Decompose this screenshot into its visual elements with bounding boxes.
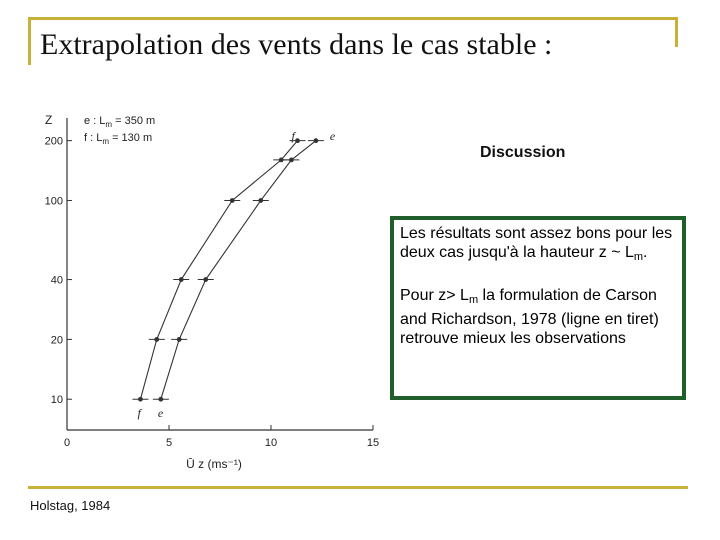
legend-entry-e: e : $L_m = 350$ m [84,115,156,129]
x-tick-label-5: 5 [165,437,173,449]
data-point-e-1 [177,337,182,342]
series-label-bottom-f: f [137,406,141,421]
data-point-e-4 [289,158,294,163]
y-tick-label-20: 20 [50,334,63,347]
accent-bar-bottom [28,486,688,489]
data-point-e-5 [313,138,318,143]
data-point-f-5 [295,138,300,143]
series-label-top-f: f [291,129,295,143]
legend-entry-f: f : $L_m = 130$ m [84,132,153,146]
source-credit: Holstag, 1984 [30,498,111,513]
wind-profile-chart [20,90,390,485]
series-label-bottom-e: e [157,406,164,421]
x-tick-label-15: 15 [366,437,380,449]
accent-bar-left [28,17,31,65]
series-label-top-e: e [329,129,336,143]
chart-legend [84,115,155,146]
discussion-paragraph-1: Les résultats sont assez bons pour les deux cas jusqu'à la hauteur z ~ $L_m$. [400,225,673,263]
x-axis-label: Ū z (ms⁻¹) [186,457,242,471]
x-tick-label-10: 10 [264,437,278,449]
data-point-f-4 [279,158,284,163]
discussion-paragraph-2: Pour $z> L_m$ la formulation de Carson and Richardson, 1978 (ligne en tiret) retrouve mieux les observations [400,287,659,347]
y-tick-label-40: 40 [50,274,63,287]
data-point-f-1 [154,337,159,342]
data-point-f-3 [230,198,235,203]
series-line-f [140,141,297,400]
data-point-e-3 [258,198,263,203]
y-tick-label-100: 100 [44,195,63,208]
y-tick-label-200: 200 [44,135,63,148]
y-tick-label-10: 10 [50,394,63,407]
data-point-f-2 [179,277,184,282]
data-point-e-2 [203,277,208,282]
accent-bar-top [28,17,678,20]
slide-title: Extrapolation des vents dans le cas stable : [40,28,553,61]
chart-axes [45,113,379,471]
data-point-f-0 [138,397,143,402]
y-axis-label: Z [45,113,53,127]
discussion-heading: Discussion [480,144,566,161]
discussion-box [390,216,686,400]
chart-series [132,129,335,420]
accent-bar-right [675,17,678,47]
data-point-e-0 [158,397,163,402]
series-line-e [161,141,316,400]
x-tick-label-0: 0 [63,437,71,449]
